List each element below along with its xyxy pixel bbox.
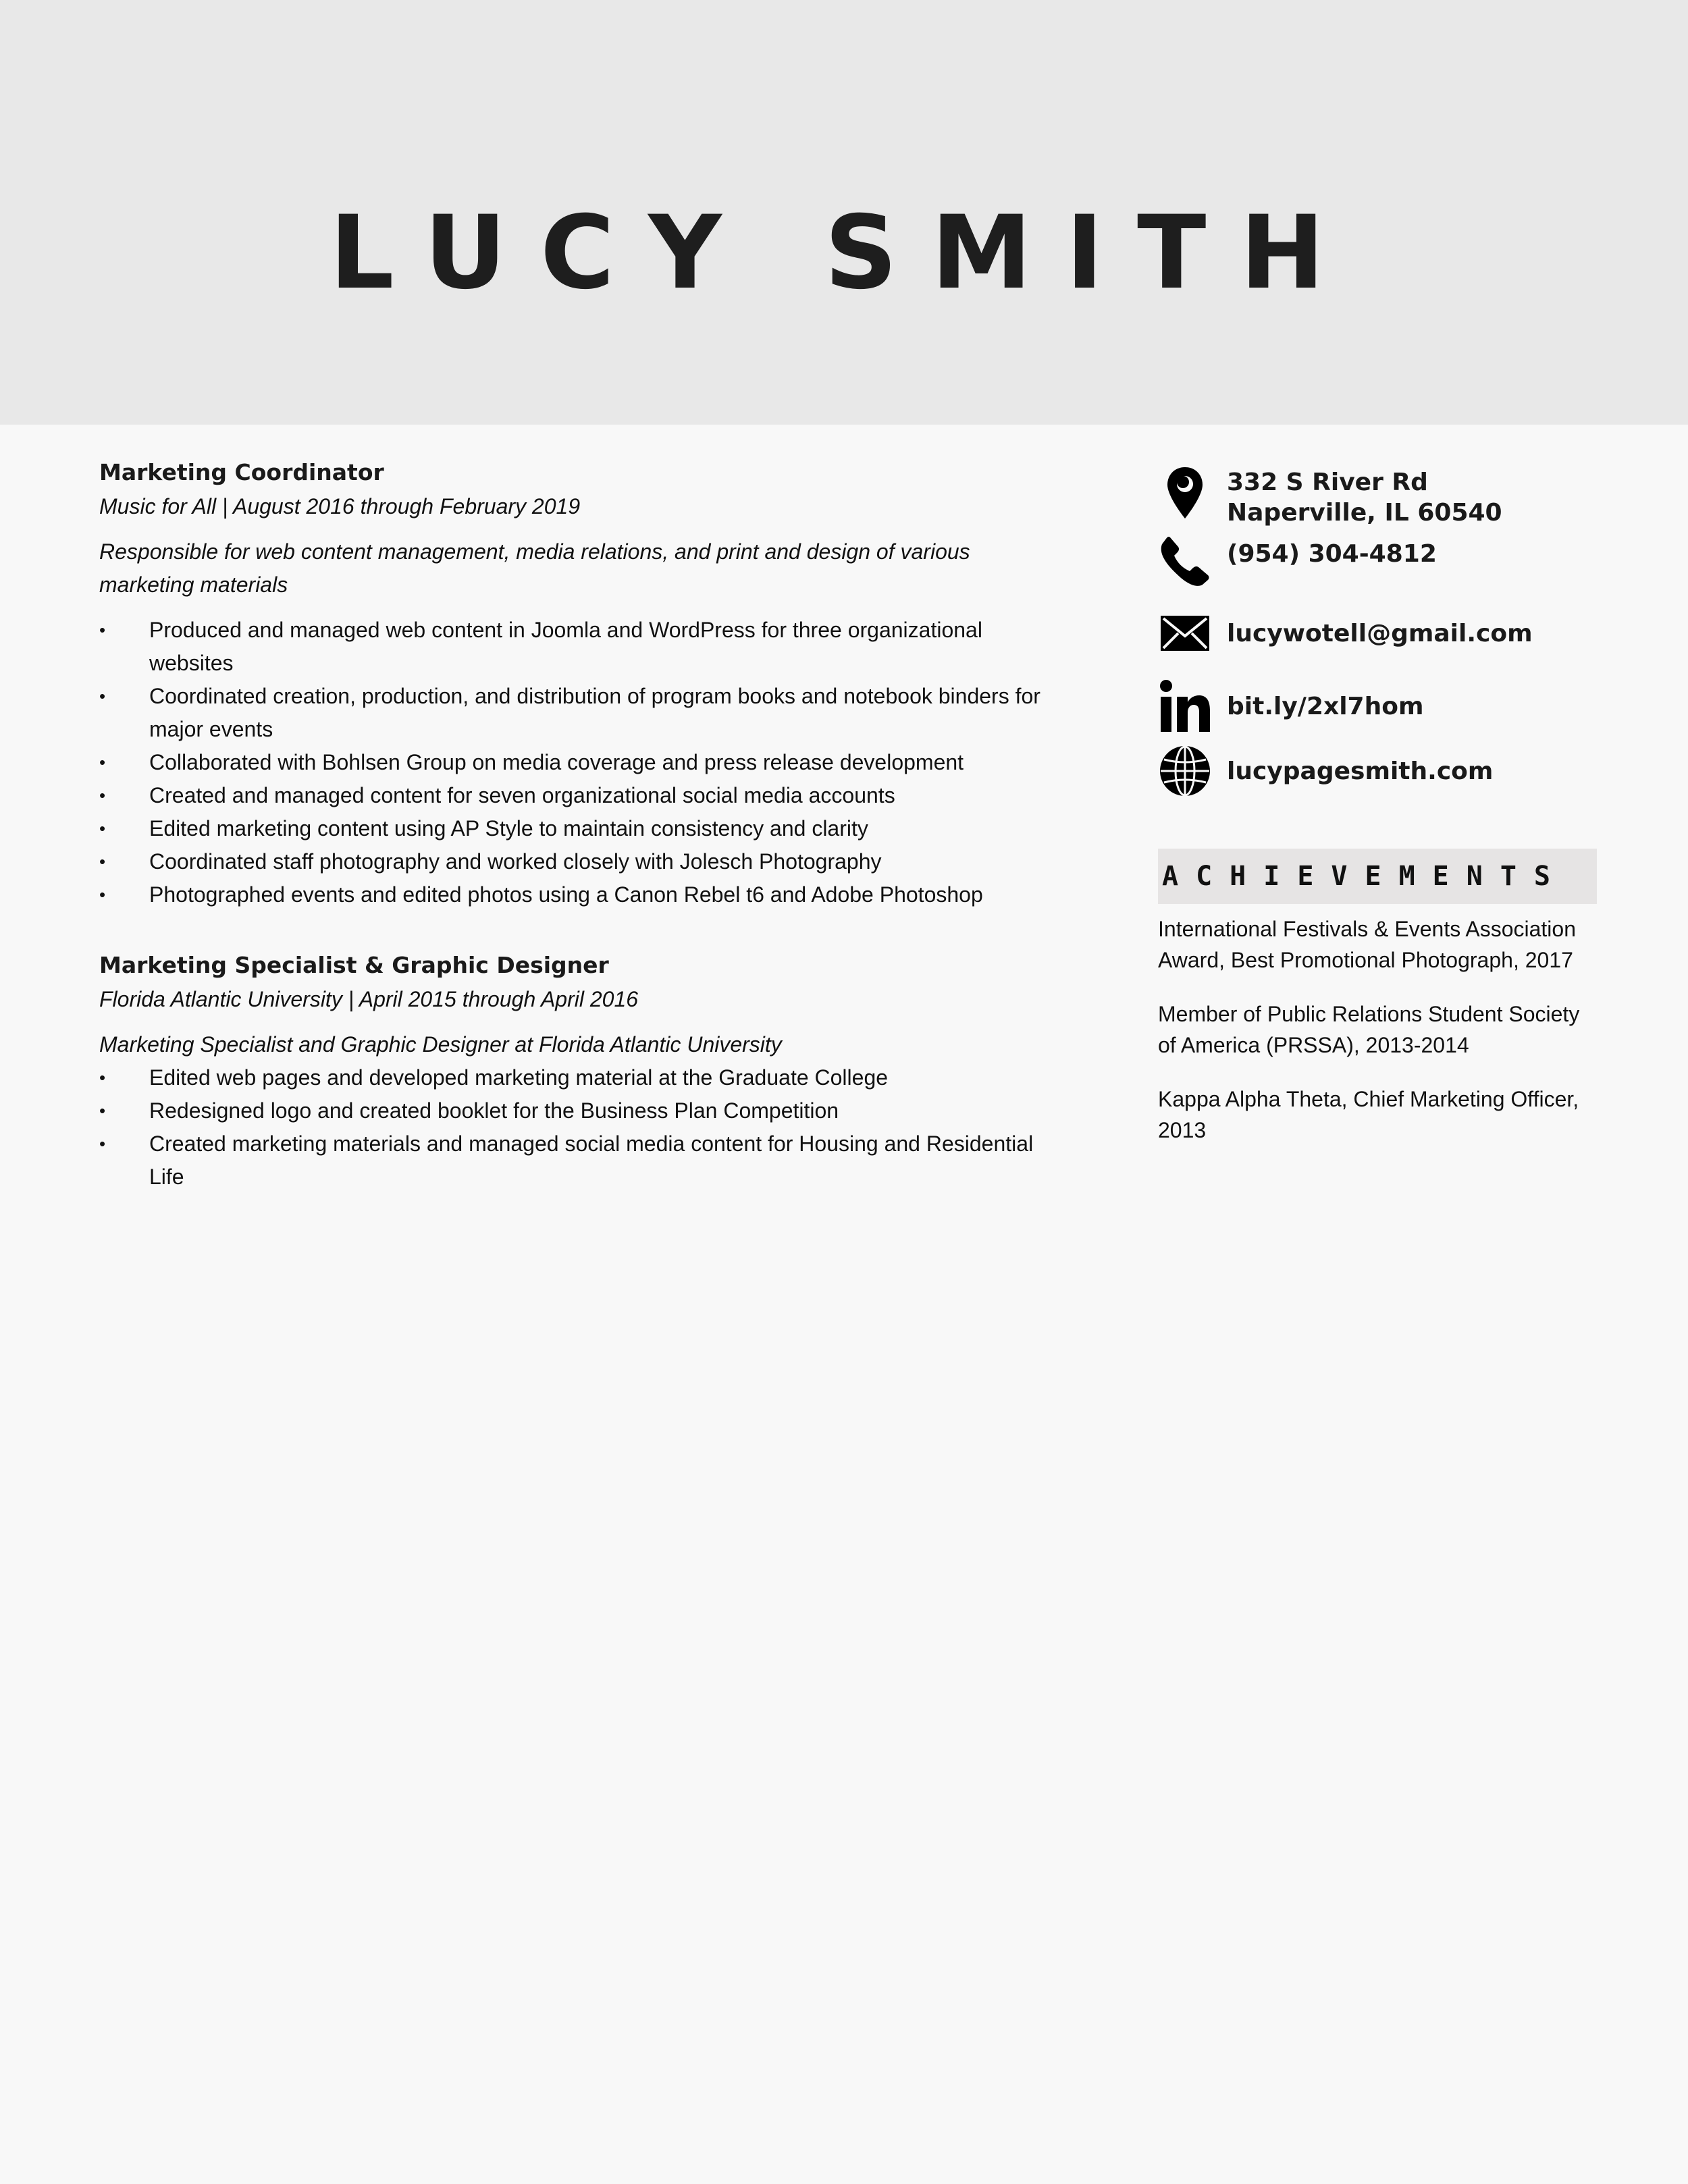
bullet-dot: • (99, 686, 106, 706)
email-link[interactable]: lucywotell@gmail.com (1227, 619, 1533, 647)
envelope-icon (1158, 606, 1212, 660)
job-entry (99, 949, 1058, 1194)
bullet-dot: • (99, 785, 106, 805)
sidebar-column (1158, 466, 1597, 1146)
contact-website (1158, 744, 1597, 798)
bullet-item: • Photographed events and edited photos using a Canon Rebel t6 and Adobe Photoshop (99, 878, 1058, 911)
achievement-item: Member of Public Relations Student Society of America (PRSSA), 2013-2014 (1158, 1002, 1580, 1057)
phone-icon (1158, 533, 1212, 587)
bullet-item: • Coordinated creation, production, and distribution of program books and notebook binders for major events (99, 680, 1058, 746)
job-title: Marketing Coordinator (99, 459, 384, 485)
bullet-dot: • (99, 851, 106, 872)
bullet-dot: • (99, 1134, 106, 1154)
bullet-item: • Coordinated staff photography and worked closely with Jolesch Photography (99, 845, 1058, 878)
bullet-item: • Created and managed content for seven organizational social media accounts (99, 779, 1058, 812)
job-meta: Florida Atlantic University | April 2015 through April 2016 (99, 987, 639, 1011)
job-meta: Music for All | August 2016 through February 2019 (99, 494, 581, 518)
job-bullets (99, 614, 1058, 911)
address-line-2: Naperville, IL 60540 (1227, 499, 1502, 527)
bullet-item: • Produced and managed web content in Joomla and WordPress for three organizational websites (99, 614, 1058, 680)
bullet-item: • Redesigned logo and created booklet for the Business Plan Competition (99, 1094, 1058, 1127)
contact-phone (1158, 533, 1597, 587)
globe-icon (1158, 744, 1212, 798)
bullet-item: • Edited marketing content using AP Style to maintain consistency and clarity (99, 812, 1058, 845)
achievement-item: International Festivals & Events Association Award, Best Promotional Photograph, 2017 (1158, 917, 1576, 972)
job-entry (99, 456, 1058, 911)
bullet-dot: • (99, 752, 106, 772)
bullet-item: • Edited web pages and developed marketing material at the Graduate College (99, 1061, 1058, 1094)
header-banner (0, 0, 1688, 425)
resume-name: LUCY SMITH (329, 194, 1359, 312)
location-pin-icon (1158, 466, 1212, 520)
job-title: Marketing Specialist & Graphic Designer (99, 952, 609, 978)
bullet-dot: • (99, 1067, 106, 1088)
job-bullets (99, 1061, 1058, 1194)
bullet-dot: • (99, 1100, 106, 1121)
bullet-item: • Created marketing materials and managed social media content for Housing and Residential Life (99, 1127, 1058, 1194)
linkedin-link[interactable]: bit.ly/2xl7hom (1227, 692, 1424, 720)
experience-column (99, 456, 1058, 1231)
contact-address (1158, 466, 1597, 528)
address-line-1: 332 S River Rd (1227, 469, 1428, 496)
job-description: Marketing Specialist and Graphic Designer at Florida Atlantic University (99, 1032, 782, 1057)
achievement-item: Kappa Alpha Theta, Chief Marketing Officer, 2013 (1158, 1087, 1579, 1142)
bullet-dot: • (99, 818, 106, 838)
job-description: Responsible for web content management, media relations, and print and design of various marketing materials (99, 539, 970, 597)
contact-linkedin (1158, 679, 1597, 733)
contact-email (1158, 606, 1597, 660)
bullet-item: • Collaborated with Bohlsen Group on media coverage and press release development (99, 746, 1058, 779)
achievements-heading: ACHIEVEMENTS (1158, 849, 1597, 904)
bullet-dot: • (99, 620, 106, 640)
bullet-dot: • (99, 884, 106, 905)
phone-number: (954) 304-4812 (1227, 539, 1437, 568)
website-link[interactable]: lucypagesmith.com (1227, 757, 1494, 785)
linkedin-icon (1158, 679, 1212, 733)
